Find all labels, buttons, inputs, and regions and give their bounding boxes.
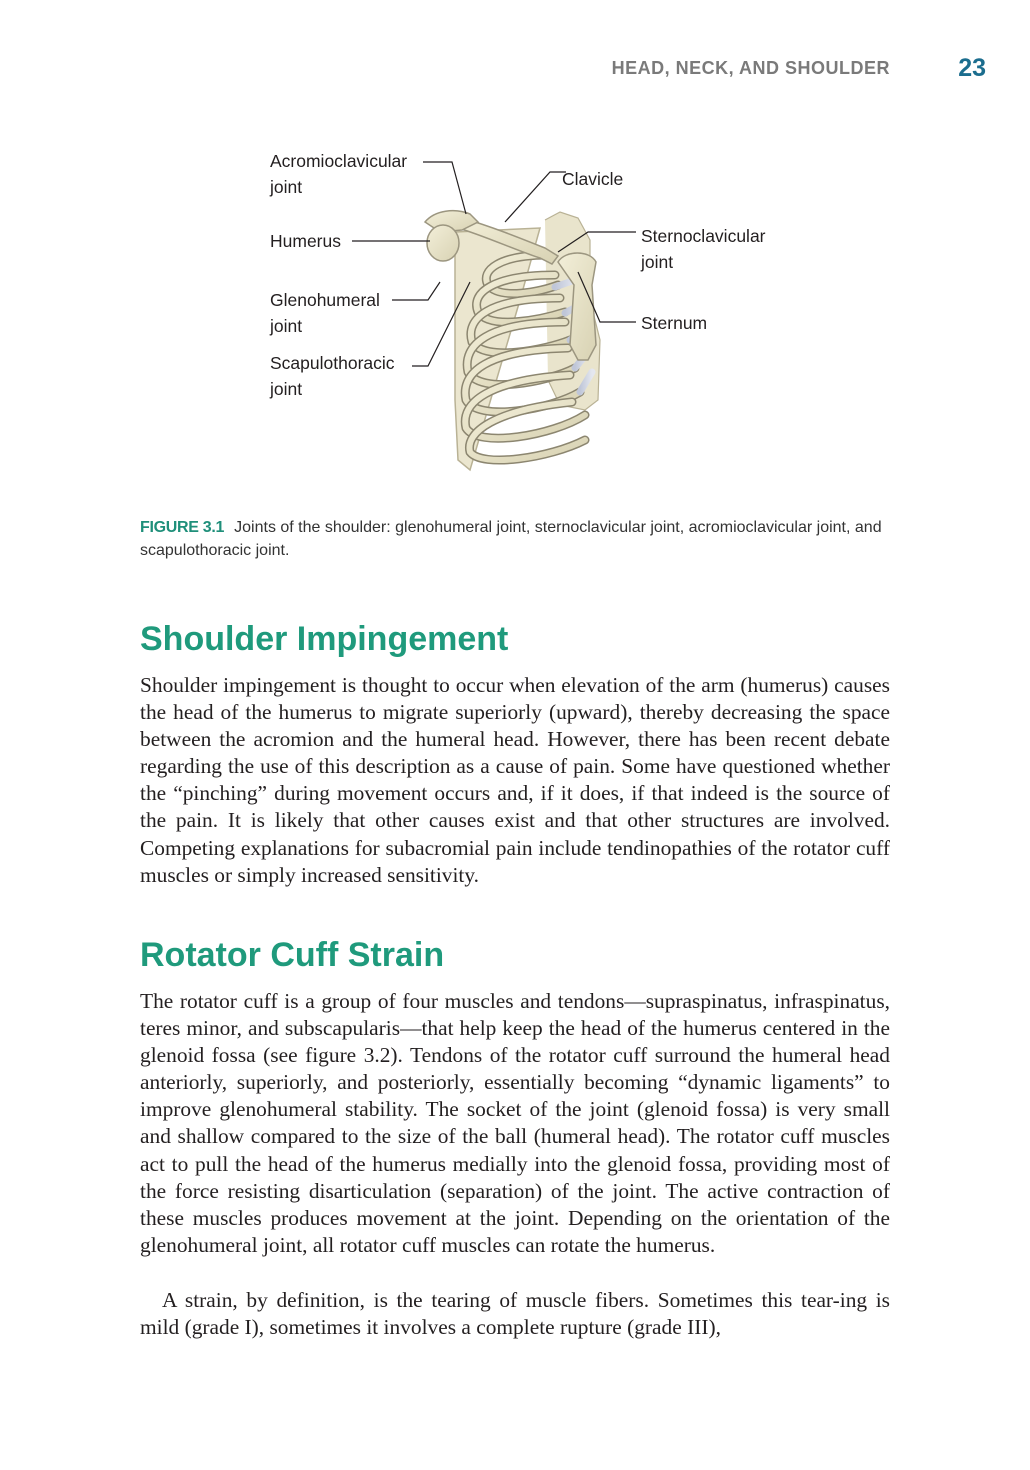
label-acromioclavicular-line2: joint: [270, 177, 303, 197]
figure-caption-text: Joints of the shoulder: glenohumeral joint, sternoclavicular joint, acromioclavicular joint, and scapulothoracic joint.: [140, 519, 882, 559]
paragraph: The rotator cuff is a group of four muscles and tendons—supraspinatus, infraspinatus, teres minor, and subscapularis—that help keep the head of the humerus centered in the glenoid fossa (see figure 3.2). Tendons of the rotator cuff surround the humeral head anteriorly, superiorly, and posteriorly, essentially becoming “dynamic ligaments” to improve glenohumeral stability. The socket of the joint (glenoid fossa) is very small and shallow compared to the size of the ball (humeral head). The rotator cuff muscles act to pull the head of the humerus medially into the glenoid fossa, providing most of the force resisting disarticulation (separation) of the joint. The active contraction of these muscles produces movement at the joint. Depending on the orientation of the glenohumeral joint, all rotator cuff muscles can rotate the humerus.: [140, 989, 890, 1257]
humeral-head: [427, 225, 459, 261]
label-clavicle: Clavicle: [562, 169, 624, 189]
label-scapulothoracic-line1: Scapulothoracic: [270, 353, 395, 373]
paragraph: A strain, by definition, is the tearing of muscle fibers. Sometimes this tear-ing is mild (grade I), sometimes it involves a complete rupture (grade III),: [140, 1288, 890, 1340]
label-acromioclavicular-line1: Acromioclavicular: [270, 151, 408, 171]
label-scapulothoracic-line2: joint: [270, 379, 303, 399]
label-sternoclavicular: [641, 223, 766, 275]
page-number: 23: [958, 54, 986, 82]
label-sternoclavicular-line2: joint: [641, 252, 674, 272]
label-glenohumeral-line1: Glenohumeral: [270, 290, 380, 310]
label-sternum: Sternum: [641, 313, 708, 333]
label-sternoclavicular-line1: Sternoclavicular: [641, 226, 766, 246]
label-glenohumeral-line2: joint: [270, 316, 303, 336]
label-humerus: Humerus: [270, 231, 341, 251]
figure-number: FIGURE 3.1: [140, 519, 225, 536]
running-head: HEAD, NECK, AND SHOULDER: [611, 58, 890, 78]
section-heading-rotator-cuff-strain: Rotator Cuff Strain: [140, 936, 445, 974]
paragraph: Shoulder impingement is thought to occur when elevation of the arm (humerus) causes the head of the humerus to migrate superiorly (upward), thereby decreasing the space between the acromion and the humeral head. However, there has been recent debate regarding the use of this description as a cause of pain. Some have questioned whether the “pinching” during movement occurs and, if it does, if that indeed is the source of the pain. It is likely that other causes exist and that other structures are involved. Competing explanations for subacromial pain include tendinopathies of the rotator cuff muscles or simply increased sensitivity.: [140, 673, 890, 887]
label-glenohumeral: [270, 287, 380, 339]
shoulder-skeleton-illustration: [0, 0, 1030, 500]
figure-caption: [140, 516, 890, 562]
section-heading-shoulder-impingement: Shoulder Impingement: [140, 620, 509, 658]
label-acromioclavicular: [270, 148, 407, 200]
figure-3-1: [0, 0, 1030, 500]
label-scapulothoracic: [270, 350, 395, 402]
